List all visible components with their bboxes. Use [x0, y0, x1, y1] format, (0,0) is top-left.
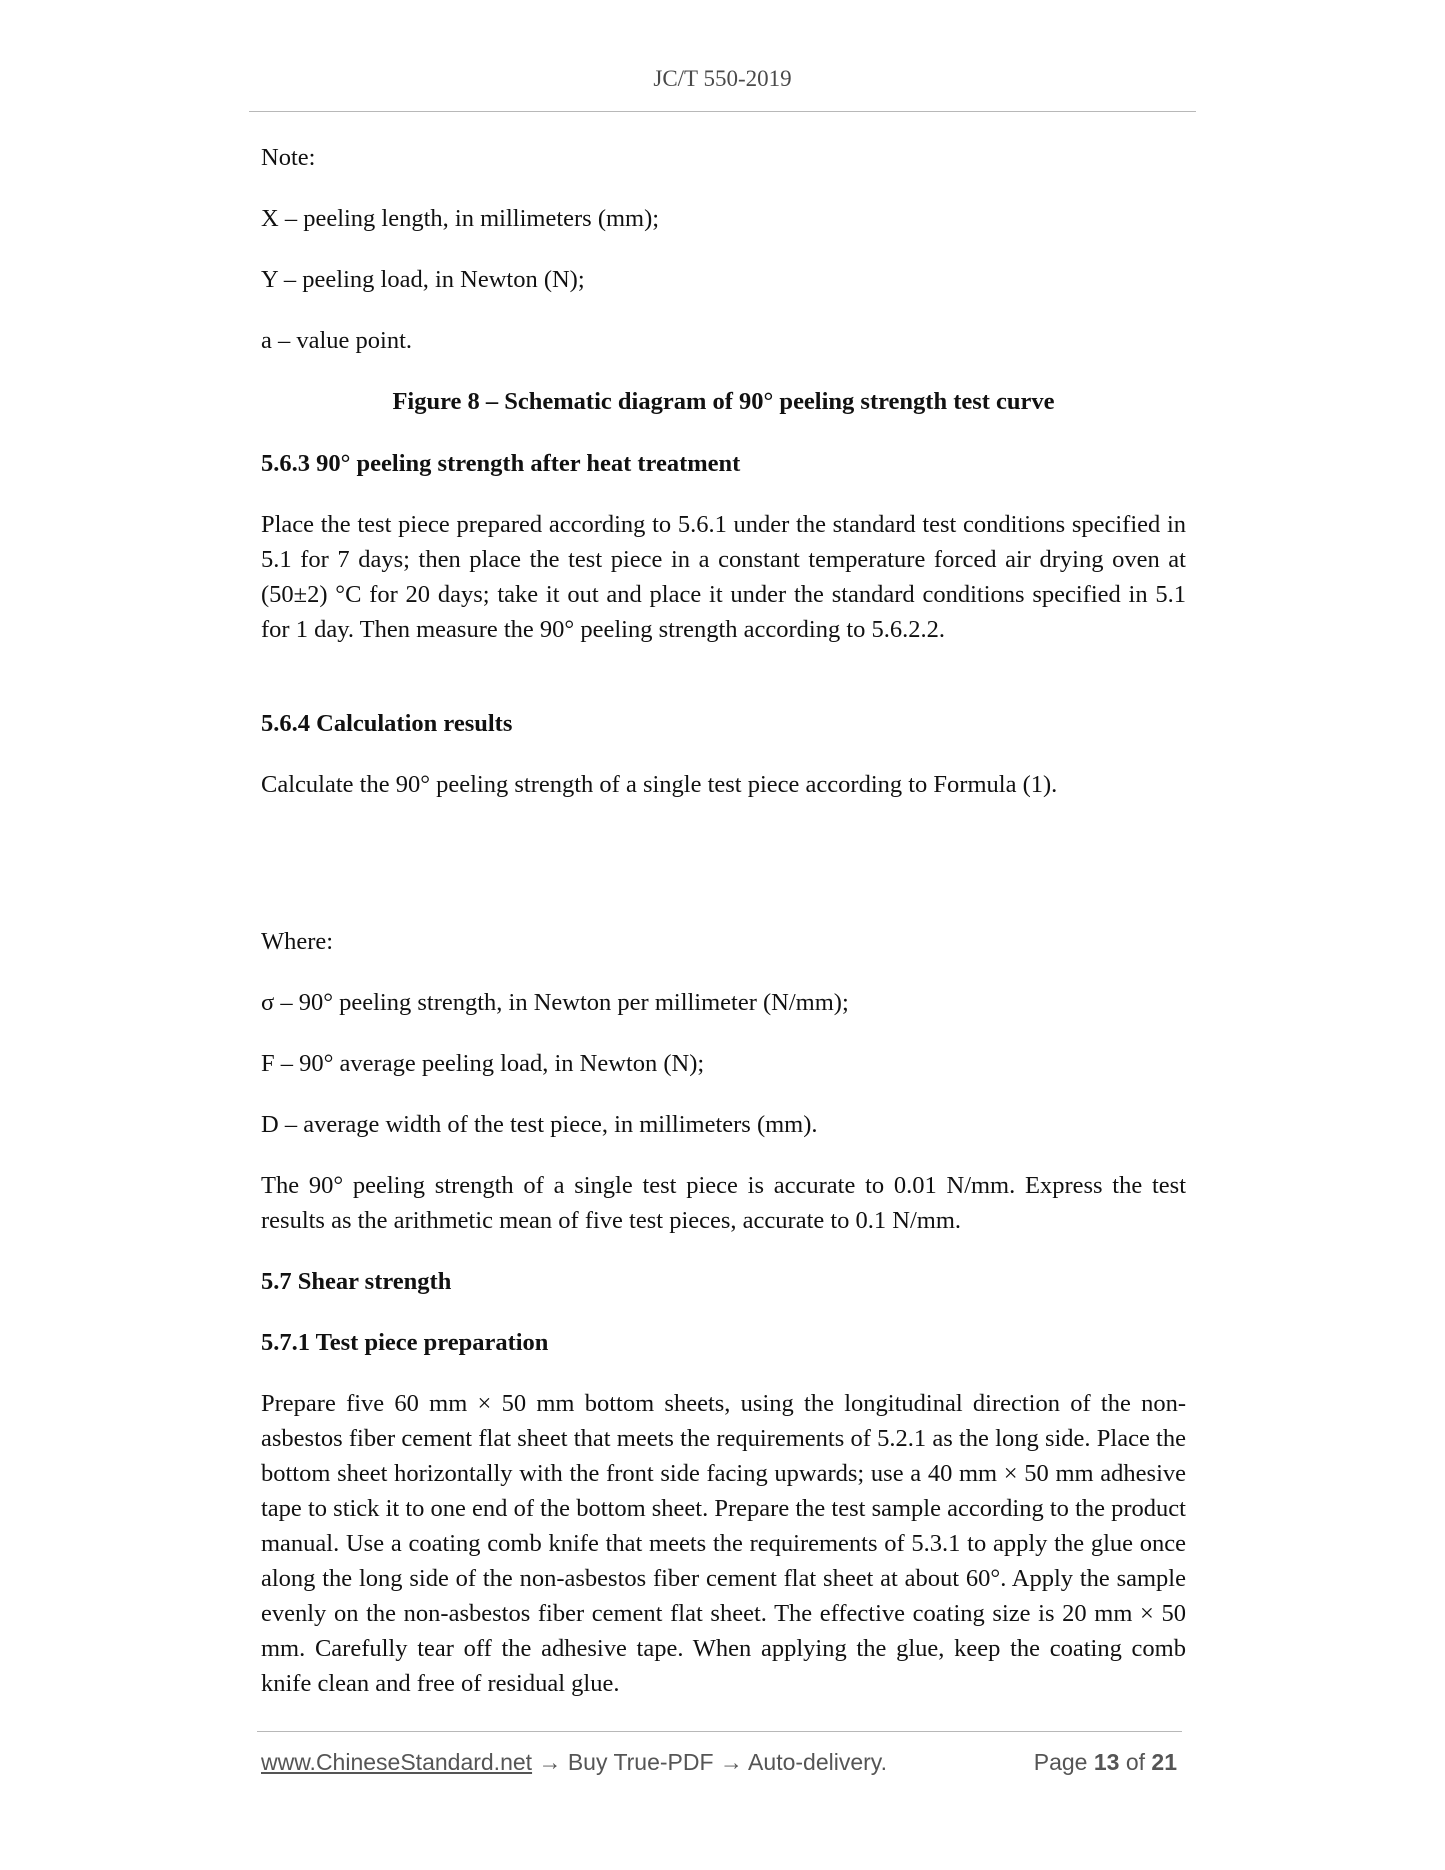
header-divider	[249, 111, 1196, 112]
footer-left	[261, 1749, 887, 1776]
footer-tagline: → Buy True-PDF → Auto-delivery.	[532, 1749, 887, 1775]
page-total: 21	[1151, 1749, 1177, 1775]
note-item-a: a – value point.	[261, 327, 413, 354]
section-5-7-1-text: Prepare five 60 mm × 50 mm bottom sheets, using the longitudinal direction of the non-asbestos fiber cement flat sheet that meets the requirements of 5.2.1 as the long side. Place the bottom sheet horizontally with the front side facing upwards; use a 40 mm × 50 mm adhesive tape to stick it to one end of the bottom sheet. Prepare the test sample according to the product manual. Use a coating comb knife that meets the requirements of 5.3.1 to apply the glue once along the long side of the non-asbestos fiber cement flat sheet at about 60°. Apply the sample evenly on the non-asbestos fiber cement flat sheet. The effective coating size is 20 mm × 50 mm. Carefully tear off the adhesive tape. When applying the glue, keep the coating comb knife clean and free of residual glue.	[261, 1390, 1186, 1697]
note-label: Note:	[261, 144, 316, 171]
page-label: Page	[1033, 1749, 1088, 1775]
definition-sigma: σ – 90° peeling strength, in Newton per millimeter (N/mm);	[261, 989, 849, 1016]
figure-caption: Figure 8 – Schematic diagram of 90° peeling strength test curve	[392, 388, 1055, 415]
note-item-y: Y – peeling load, in Newton (N);	[261, 266, 585, 293]
where-label: Where:	[261, 928, 334, 955]
section-5-6-3-text: Place the test piece prepared according to 5.6.1 under the standard test conditions specified in 5.1 for 7 days; then place the test piece in a constant temperature forced air drying oven at (50±2) °C for 20 days; take it out and place it under the standard conditions specified in 5.1 for 1 day. Then measure the 90° peeling strength according to 5.6.2.2.	[261, 511, 1186, 643]
footer-divider	[257, 1731, 1182, 1732]
section-5-7-heading: 5.7 Shear strength	[261, 1268, 452, 1295]
section-5-7-1-heading: 5.7.1 Test piece preparation	[261, 1329, 549, 1356]
page-of: of	[1125, 1749, 1146, 1775]
accuracy-text: The 90° peeling strength of a single test piece is accurate to 0.01 N/mm. Express the test results as the arithmetic mean of five test pieces, accurate to 0.1 N/mm.	[261, 1172, 1186, 1234]
definition-d: D – average width of the test piece, in millimeters (mm).	[261, 1111, 818, 1138]
section-5-6-4-heading: 5.6.4 Calculation results	[261, 710, 513, 737]
page-indicator	[1034, 1749, 1177, 1776]
definition-f: F – 90° average peeling load, in Newton (N);	[261, 1050, 705, 1077]
site-link[interactable]: www.ChineseStandard.net	[261, 1749, 533, 1775]
section-5-6-4-text: Calculate the 90° peeling strength of a single test piece according to Formula (1).	[261, 771, 1058, 798]
page-current: 13	[1093, 1749, 1120, 1775]
note-item-x: X – peeling length, in millimeters (mm);	[261, 205, 660, 232]
header-standard-code: JC/T 550-2019	[653, 66, 792, 91]
footer	[261, 1749, 1181, 1783]
section-5-6-3-heading: 5.6.3 90° peeling strength after heat treatment	[261, 450, 741, 477]
